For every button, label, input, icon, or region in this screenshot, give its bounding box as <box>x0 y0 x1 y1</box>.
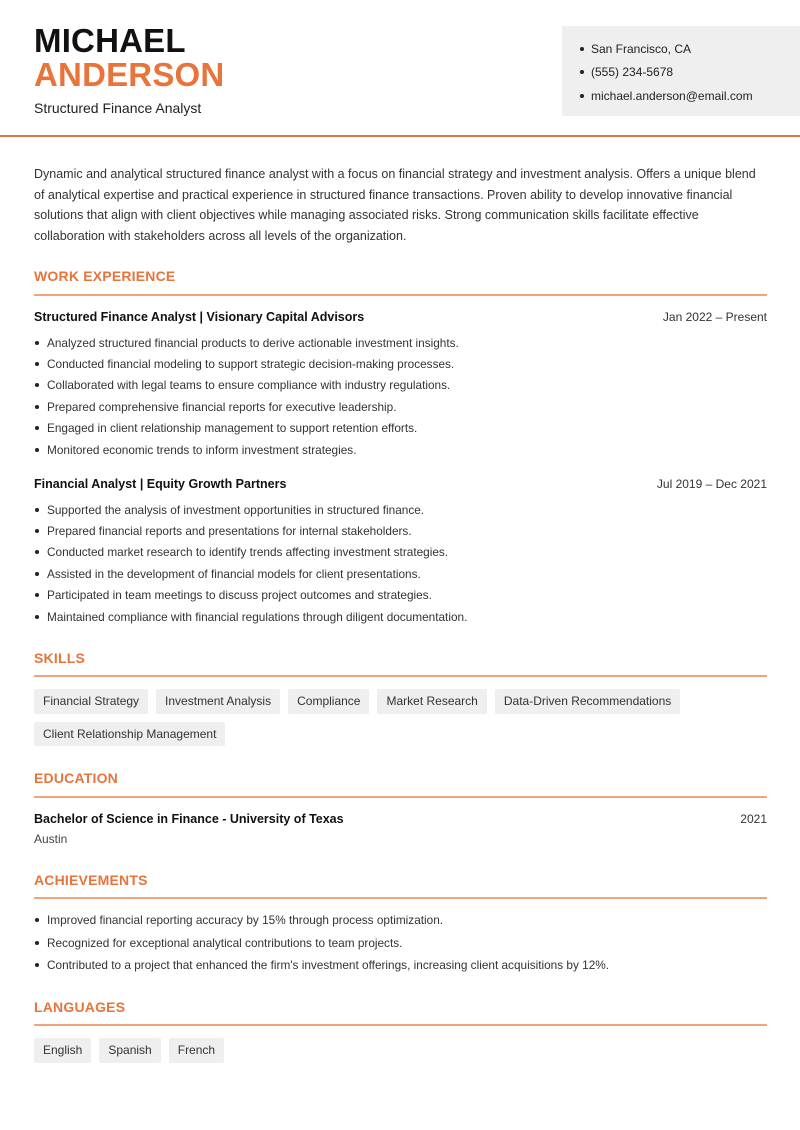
section-divider <box>34 294 767 296</box>
section-divider <box>34 796 767 798</box>
list-item <box>34 542 767 563</box>
bullet-icon <box>580 94 584 98</box>
job-title: Structured Finance Analyst <box>34 100 202 116</box>
list-item <box>34 499 767 520</box>
list-item <box>34 954 767 977</box>
bullet-icon <box>35 529 39 533</box>
education-header <box>34 812 767 826</box>
section-title-achievements: ACHIEVEMENTS <box>34 872 148 888</box>
bullet-text: Analyzed structured financial products to derive actionable investment insights. <box>47 335 459 350</box>
bullet-text: Prepared financial reports and presentations for internal stakeholders. <box>47 524 412 539</box>
skill-chip: Investment Analysis <box>156 689 280 714</box>
list-item <box>34 563 767 584</box>
skill-chip: Data-Driven Recommendations <box>495 689 680 714</box>
job-header <box>34 310 767 324</box>
bullet-text: Assisted in the development of financial models for client presentations. <box>47 566 421 581</box>
education-location: Austin <box>34 832 68 846</box>
contact-email <box>580 84 800 108</box>
bullet-icon <box>35 426 39 430</box>
achievements-list <box>34 909 767 977</box>
graduation-year: 2021 <box>740 812 767 826</box>
section-divider <box>34 897 767 899</box>
section-title-skills: SKILLS <box>34 650 85 666</box>
bullet-text: Engaged in client relationship management to support retention efforts. <box>47 421 418 436</box>
job-header <box>34 477 767 491</box>
skill-chip: Financial Strategy <box>34 689 148 714</box>
section-title-education: EDUCATION <box>34 770 118 786</box>
bullet-text: Supported the analysis of investment opportunities in structured finance. <box>47 502 425 517</box>
section-divider <box>34 675 767 677</box>
degree: Bachelor of Science in Finance - University of Texas <box>34 812 344 826</box>
job-role: Structured Finance Analyst | Visionary Capital Advisors <box>34 310 365 324</box>
contact-location <box>580 37 800 61</box>
section-divider <box>34 1024 767 1026</box>
list-item <box>34 418 767 439</box>
bullet-text: Monitored economic trends to inform investment strategies. <box>47 442 357 457</box>
phone-text: (555) 234-5678 <box>591 65 674 80</box>
bullet-icon <box>35 405 39 409</box>
list-item <box>34 375 767 396</box>
bullet-text: Conducted market research to identify trends affecting investment strategies. <box>47 545 449 560</box>
location-text: San Francisco, CA <box>591 41 692 56</box>
bullet-icon <box>35 963 39 967</box>
list-item <box>34 396 767 417</box>
language-chip: French <box>169 1038 224 1063</box>
list-item <box>34 606 767 627</box>
bullet-icon <box>580 70 584 74</box>
section-title-work: WORK EXPERIENCE <box>34 268 176 284</box>
contact-phone <box>580 61 800 85</box>
bullet-icon <box>35 448 39 452</box>
email-text: michael.anderson@email.com <box>591 88 753 103</box>
resume-header <box>0 0 800 137</box>
job-bullets <box>34 332 767 460</box>
languages-list <box>34 1038 767 1071</box>
summary-paragraph: Dynamic and analytical structured finance analyst with a focus on financial strategy and investment analysis. Offers a unique blend of analytical expertise and practical experience in structured finance transactions. Proven ability to develop innovative financial solutions that align with client objectives while managing associated risks. Strong communication skills facilitate effective collaboration with stakeholders across all levels of the organization. <box>34 167 756 244</box>
bullet-icon <box>35 572 39 576</box>
list-item <box>34 520 767 541</box>
bullet-icon <box>35 383 39 387</box>
list-item <box>34 332 767 353</box>
list-item <box>34 909 767 932</box>
last-name: ANDERSON <box>34 56 225 93</box>
bullet-icon <box>35 593 39 597</box>
bullet-icon <box>35 615 39 619</box>
bullet-icon <box>580 47 584 51</box>
bullet-icon <box>35 941 39 945</box>
bullet-text: Maintained compliance with financial regulations through diligent documentation. <box>47 609 468 624</box>
list-item <box>34 439 767 460</box>
job-bullets <box>34 499 767 627</box>
bullet-text: Prepared comprehensive financial reports for executive leadership. <box>47 399 397 414</box>
section-title-languages: LANGUAGES <box>34 999 126 1015</box>
bullet-icon <box>35 362 39 366</box>
skill-chip: Compliance <box>288 689 369 714</box>
bullet-text: Recognized for exceptional analytical contributions to team projects. <box>47 935 403 950</box>
bullet-text: Collaborated with legal teams to ensure compliance with industry regulations. <box>47 378 451 393</box>
bullet-icon <box>35 918 39 922</box>
skills-list <box>34 689 767 754</box>
bullet-text: Participated in team meetings to discuss project outcomes and strategies. <box>47 588 432 603</box>
language-chip: Spanish <box>99 1038 160 1063</box>
bullet-text: Contributed to a project that enhanced the firm's investment offerings, increasing client acquisitions by 12%. <box>47 958 610 973</box>
skill-chip: Market Research <box>377 689 486 714</box>
contact-box <box>562 26 800 116</box>
job-dates: Jan 2022 – Present <box>662 310 767 324</box>
bullet-text: Improved financial reporting accuracy by 15% through process optimization. <box>47 913 444 928</box>
job-dates: Jul 2019 – Dec 2021 <box>656 477 767 491</box>
bullet-text: Conducted financial modeling to support strategic decision-making processes. <box>47 357 455 372</box>
skill-chip: Client Relationship Management <box>34 722 225 747</box>
list-item <box>34 585 767 606</box>
bullet-icon <box>35 341 39 345</box>
list-item <box>34 353 767 374</box>
job-role: Financial Analyst | Equity Growth Partners <box>34 477 287 491</box>
language-chip: English <box>34 1038 91 1063</box>
bullet-icon <box>35 508 39 512</box>
bullet-icon <box>35 550 39 554</box>
list-item <box>34 932 767 955</box>
first-name: MICHAEL <box>34 22 186 59</box>
